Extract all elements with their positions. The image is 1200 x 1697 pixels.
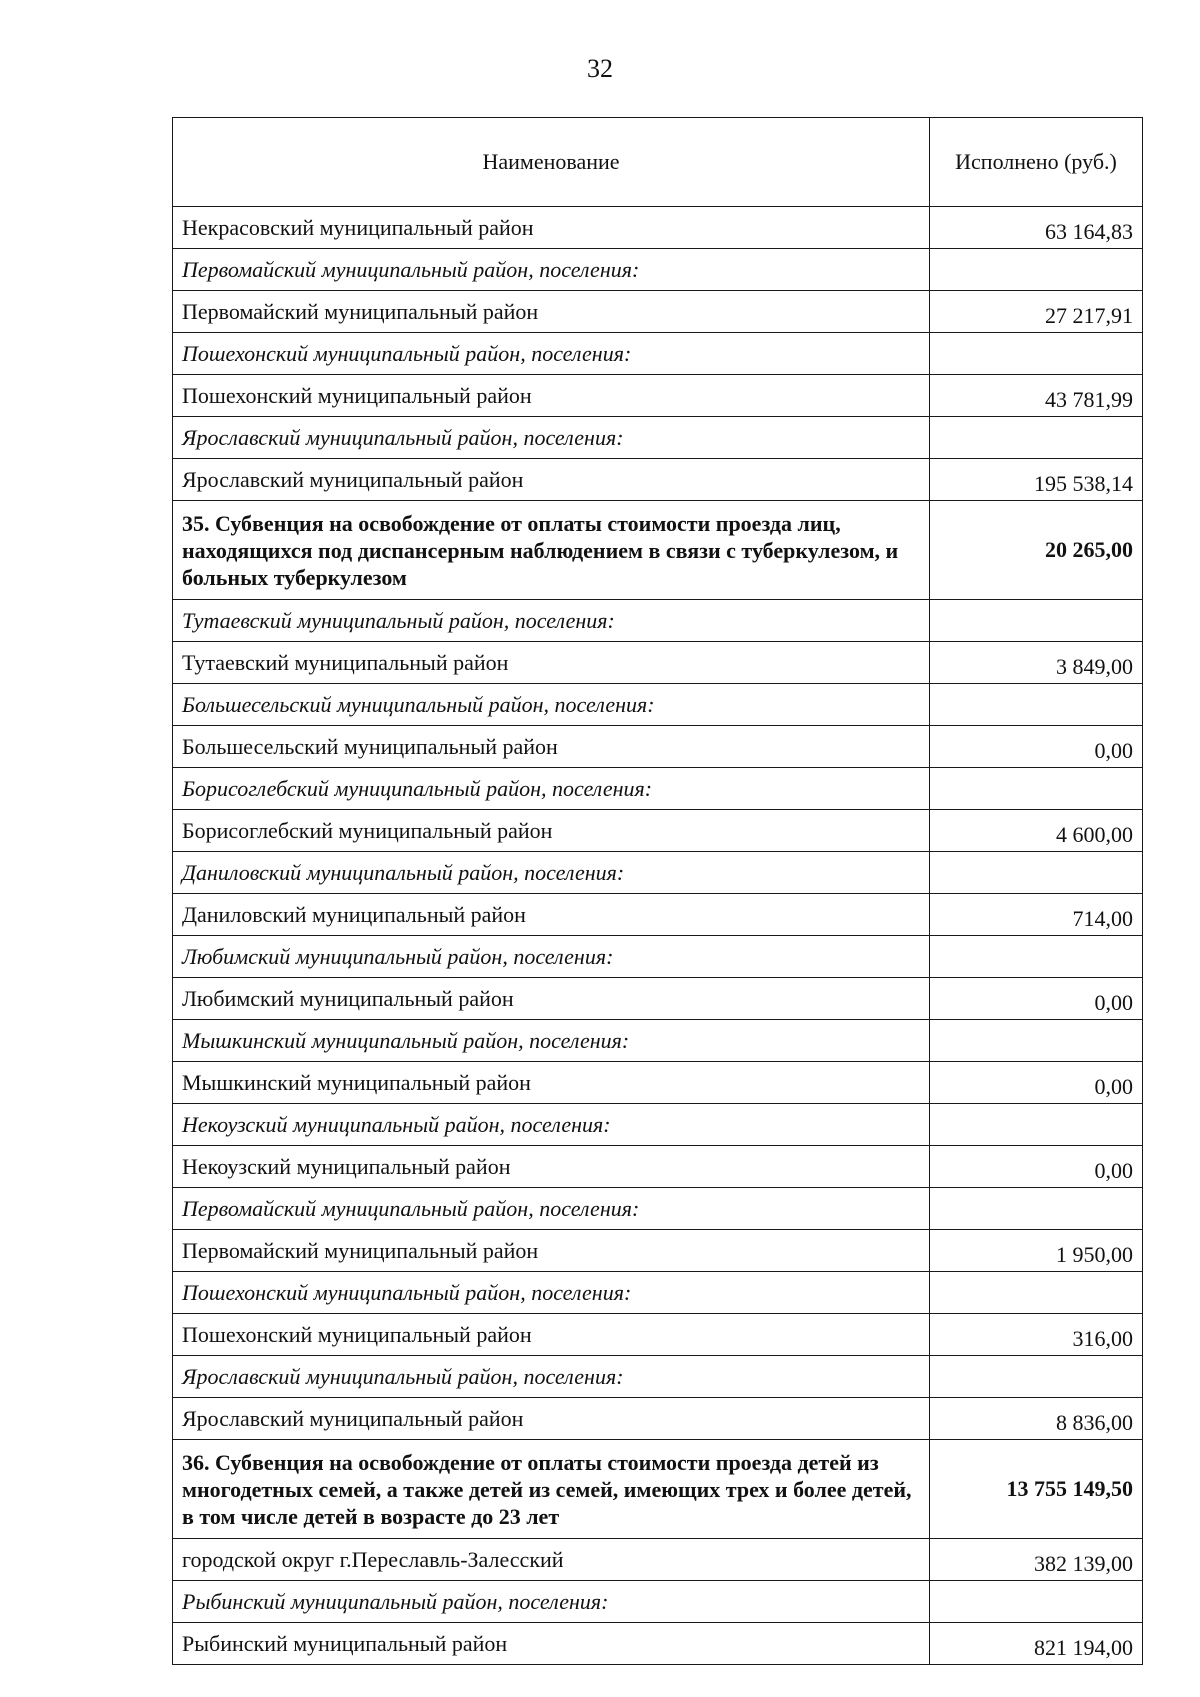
table-row — [173, 894, 1143, 936]
district-group-label: Даниловский муниципальный район, поселения: — [173, 852, 930, 894]
executed-amount: 0,00 — [930, 1062, 1143, 1104]
district-name: Большесельский муниципальный район — [173, 726, 930, 768]
table-row — [173, 1314, 1143, 1356]
table-row — [173, 1230, 1143, 1272]
district-group-label: Ярославский муниципальный район, поселения: — [173, 417, 930, 459]
district-name: Любимский муниципальный район — [173, 978, 930, 1020]
subheader-row — [173, 1020, 1143, 1062]
executed-amount: 43 781,99 — [930, 375, 1143, 417]
district-name: Некоузский муниципальный район — [173, 1146, 930, 1188]
subheader-row — [173, 1356, 1143, 1398]
subheader-row — [173, 684, 1143, 726]
executed-amount — [930, 852, 1143, 894]
subheader-row — [173, 1581, 1143, 1623]
header-value: Исполнено (руб.) — [930, 118, 1143, 207]
executed-amount — [930, 1581, 1143, 1623]
executed-amount: 8 836,00 — [930, 1398, 1143, 1440]
section-total: 13 755 149,50 — [930, 1440, 1143, 1539]
table-row — [173, 375, 1143, 417]
district-group-label: Большесельский муниципальный район, поселения: — [173, 684, 930, 726]
section-total: 20 265,00 — [930, 501, 1143, 600]
district-group-label: Ярославский муниципальный район, поселения: — [173, 1356, 930, 1398]
district-name: городской округ г.Переславль-Залесский — [173, 1539, 930, 1581]
table-row — [173, 1062, 1143, 1104]
subheader-row — [173, 768, 1143, 810]
district-name: Пошехонский муниципальный район — [173, 1314, 930, 1356]
district-name: Первомайский муниципальный район — [173, 1230, 930, 1272]
district-name: Пошехонский муниципальный район — [173, 375, 930, 417]
executed-amount — [930, 417, 1143, 459]
executed-amount — [930, 1188, 1143, 1230]
district-group-label: Первомайский муниципальный район, поселения: — [173, 1188, 930, 1230]
table-row — [173, 810, 1143, 852]
subheader-row — [173, 1188, 1143, 1230]
table-row — [173, 1398, 1143, 1440]
district-name: Ярославский муниципальный район — [173, 459, 930, 501]
district-name: Мышкинский муниципальный район — [173, 1062, 930, 1104]
subheader-row — [173, 852, 1143, 894]
header-name: Наименование — [173, 118, 930, 207]
subheader-row — [173, 1272, 1143, 1314]
subheader-row — [173, 249, 1143, 291]
table-row — [173, 1146, 1143, 1188]
subheader-row — [173, 600, 1143, 642]
executed-amount — [930, 1272, 1143, 1314]
executed-amount: 821 194,00 — [930, 1623, 1143, 1665]
district-group-label: Пошехонский муниципальный район, поселения: — [173, 1272, 930, 1314]
subheader-row — [173, 333, 1143, 375]
district-group-label: Борисоглебский муниципальный район, поселения: — [173, 768, 930, 810]
district-group-label: Пошехонский муниципальный район, поселения: — [173, 333, 930, 375]
table-row — [173, 726, 1143, 768]
table-row — [173, 978, 1143, 1020]
executed-amount: 195 538,14 — [930, 459, 1143, 501]
executed-amount: 3 849,00 — [930, 642, 1143, 684]
table-row — [173, 1623, 1143, 1665]
subheader-row — [173, 1104, 1143, 1146]
executed-amount: 382 139,00 — [930, 1539, 1143, 1581]
table-header-row — [173, 118, 1143, 207]
district-name: Первомайский муниципальный район — [173, 291, 930, 333]
district-name: Ярославский муниципальный район — [173, 1398, 930, 1440]
section-title: 36. Субвенция на освобождение от оплаты стоимости проезда детей из многодетных семей, а также детей из семей, имеющих трех и более детей, в том числе детей в возрасте до 23 лет — [173, 1440, 930, 1539]
district-name: Даниловский муниципальный район — [173, 894, 930, 936]
executed-amount: 63 164,83 — [930, 207, 1143, 249]
executed-amount: 4 600,00 — [930, 810, 1143, 852]
district-name: Некрасовский муниципальный район — [173, 207, 930, 249]
table-row — [173, 207, 1143, 249]
executed-amount — [930, 249, 1143, 291]
district-group-label: Первомайский муниципальный район, поселения: — [173, 249, 930, 291]
executed-amount: 0,00 — [930, 1146, 1143, 1188]
executed-amount: 27 217,91 — [930, 291, 1143, 333]
table-row — [173, 459, 1143, 501]
executed-amount: 0,00 — [930, 978, 1143, 1020]
district-name: Тутаевский муниципальный район — [173, 642, 930, 684]
district-group-label: Некоузский муниципальный район, поселения: — [173, 1104, 930, 1146]
district-group-label: Рыбинский муниципальный район, поселения: — [173, 1581, 930, 1623]
executed-amount: 0,00 — [930, 726, 1143, 768]
budget-execution-table — [172, 117, 1143, 1665]
district-group-label: Мышкинский муниципальный район, поселения: — [173, 1020, 930, 1062]
executed-amount — [930, 1104, 1143, 1146]
subheader-row — [173, 417, 1143, 459]
section-title: 35. Субвенция на освобождение от оплаты стоимости проезда лиц, находящихся под диспансерным наблюдением в связи с туберкулезом, и больных туберкулезом — [173, 501, 930, 600]
district-group-label: Любимский муниципальный район, поселения: — [173, 936, 930, 978]
district-group-label: Тутаевский муниципальный район, поселения: — [173, 600, 930, 642]
executed-amount: 316,00 — [930, 1314, 1143, 1356]
section-row — [173, 501, 1143, 600]
district-name: Борисоглебский муниципальный район — [173, 810, 930, 852]
executed-amount — [930, 684, 1143, 726]
executed-amount — [930, 1020, 1143, 1062]
executed-amount — [930, 768, 1143, 810]
district-name: Рыбинский муниципальный район — [173, 1623, 930, 1665]
executed-amount: 714,00 — [930, 894, 1143, 936]
section-row — [173, 1440, 1143, 1539]
executed-amount — [930, 1356, 1143, 1398]
executed-amount: 1 950,00 — [930, 1230, 1143, 1272]
executed-amount — [930, 333, 1143, 375]
table-row — [173, 291, 1143, 333]
executed-amount — [930, 600, 1143, 642]
table-row — [173, 1539, 1143, 1581]
table-row — [173, 642, 1143, 684]
subheader-row — [173, 936, 1143, 978]
executed-amount — [930, 936, 1143, 978]
page-number: 32 — [587, 54, 613, 83]
